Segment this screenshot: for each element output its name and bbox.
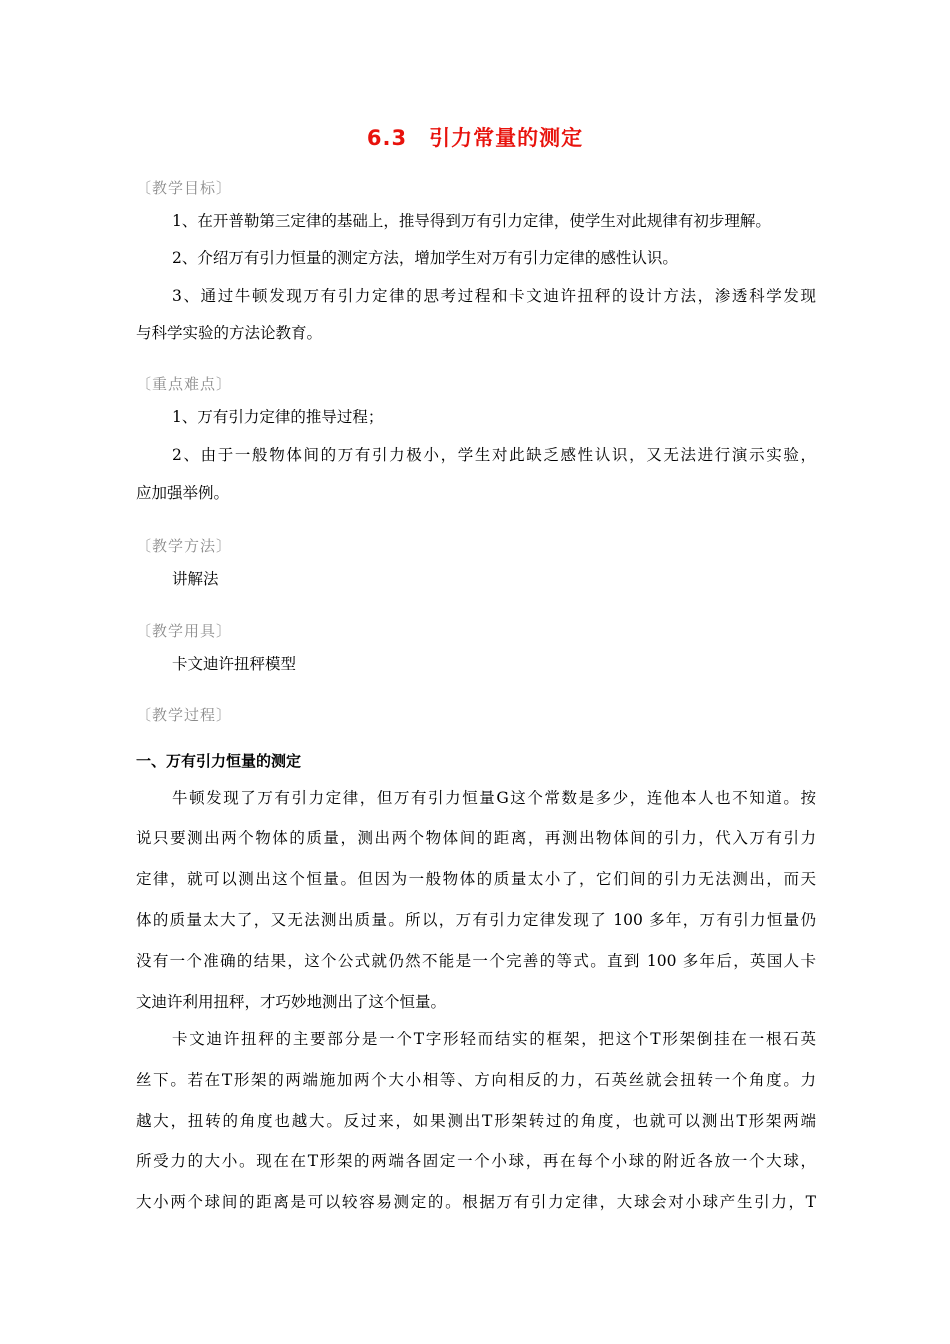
paragraph-1-line: 体的质量太大了，又无法测出质量。所以，万有引力定律发现了 100 多年，万有引力恒量仍 <box>136 911 816 929</box>
paragraph-1-line: 没有一个准确的结果，这个公式就仍然不能是一个完善的等式。直到 100 多年后，英国人卡 <box>136 952 816 970</box>
goals-header: 〔教学目标〕 <box>136 179 233 197</box>
paragraph-1-line: 文迪许利用扭秤，才巧妙地测出了这个恒量。 <box>136 993 447 1011</box>
page-title: 6.3 引力常量的测定 <box>366 126 584 150</box>
process-header: 〔教学过程〕 <box>136 706 233 724</box>
paragraph-1-line: 说只要测出两个物体的质量，测出两个物体间的距离，再测出物体间的引力，代入万有引力 <box>136 829 816 847</box>
paragraph-2-line: 越大，扭转的角度也越大。反过来，如果测出T形架转过的角度，也就可以测出T形架两端 <box>136 1112 816 1130</box>
tools-header: 〔教学用具〕 <box>136 622 233 640</box>
goal-2: 2、介绍万有引力恒量的测定方法，增加学生对万有引力定律的感性认识。 <box>172 249 678 267</box>
key-point-2-line-2: 应加强举例。 <box>136 484 230 502</box>
goal-3-line-1: 3、通过牛顿发现万有引力定律的思考过程和卡文迪许扭秤的设计方法，渗透科学发现 <box>172 287 816 305</box>
tools-text: 卡文迪许扭秤模型 <box>172 655 297 673</box>
paragraph-1-line: 定律，就可以测出这个恒量。但因为一般物体的质量太小了，它们间的引力无法测出，而天 <box>136 870 816 888</box>
paragraph-2-line: 卡文迪许扭秤的主要部分是一个T字形轻而结实的框架，把这个T形架倒挂在一根石英 <box>172 1030 816 1048</box>
method-text: 讲解法 <box>172 570 219 588</box>
key-point-2-line-1: 2、由于一般物体间的万有引力极小，学生对此缺乏感性认识，又无法进行演示实验， <box>172 446 816 464</box>
paragraph-1-line: 牛顿发现了万有引力定律，但万有引力恒量G这个常数是多少，连他本人也不知道。按 <box>172 789 816 807</box>
paragraph-2-line: 丝下。若在T形架的两端施加两个大小相等、方向相反的力，石英丝就会扭转一个角度。力 <box>136 1071 816 1089</box>
paragraph-2-line: 大小两个球间的距离是可以较容易测定的。根据万有引力定律，大球会对小球产生引力，T <box>136 1193 816 1211</box>
key-point-1: 1、万有引力定律的推导过程； <box>172 408 384 426</box>
goal-1: 1、在开普勒第三定律的基础上，推导得到万有引力定律，使学生对此规律有初步理解。 <box>172 212 771 230</box>
key-points-header: 〔重点难点〕 <box>136 375 233 393</box>
paragraph-2-line: 所受力的大小。现在在T形架的两端各固定一个小球，再在每个小球的附近各放一个大球， <box>136 1152 816 1170</box>
goal-3-line-2: 与科学实验的方法论教育。 <box>136 324 323 342</box>
part1-title: 一、万有引力恒量的测定 <box>136 752 302 770</box>
method-header: 〔教学方法〕 <box>136 537 233 555</box>
